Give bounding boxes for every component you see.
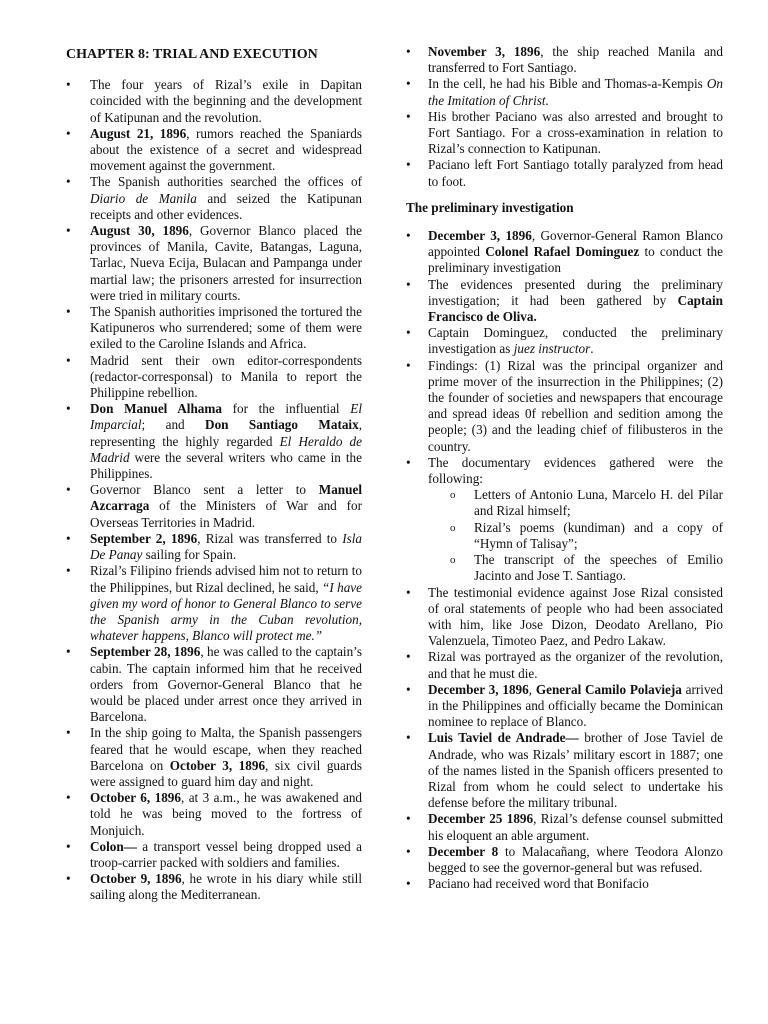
sub-list-item: o Rizal’s poems (kundiman) and a copy of “Hymn of Talisay”; <box>450 520 723 552</box>
left-bullet-list <box>66 77 362 903</box>
list-item <box>66 482 362 531</box>
text-run: Manuel Azcarraga <box>90 482 362 514</box>
list-item <box>406 157 723 189</box>
right-column <box>406 44 723 892</box>
text-run: . <box>590 341 594 357</box>
text-run: , Rizal was transferred to <box>197 530 343 546</box>
left-column <box>66 44 362 904</box>
sub-list-item: o Letters of Antonio Luna, Marcelo H. del Pilar and Rizal himself; <box>450 487 723 519</box>
text-run: , <box>528 681 536 697</box>
text-run: December 25 1896 <box>428 811 534 827</box>
section-heading: The preliminary investigation <box>406 199 574 215</box>
text-run: to Malacañang, where Teodora Alonzo begged to see the governor-general but was refused. <box>428 843 724 875</box>
list-item <box>66 174 362 223</box>
list-item <box>406 649 723 681</box>
text-run: Colon— <box>90 838 137 854</box>
documentary-sub-list <box>428 487 723 584</box>
list-item <box>66 304 362 353</box>
text-run: The evidences presented during the preliminary investigation; it had been gathered by <box>428 276 723 308</box>
list-item <box>406 358 723 455</box>
text-run: Isla De Panay <box>90 530 362 563</box>
text-run: Colonel Rafael Dominguez <box>485 244 640 260</box>
right-bullet-list-top <box>406 44 723 190</box>
list-item <box>406 325 723 357</box>
text-run: The four years of Rizal’s exile in Dapitan coincided with the beginning and the development of Katipunan and the revolution. <box>90 77 362 125</box>
text-run: The Spanish authorities searched the offices of <box>90 174 362 190</box>
text-run: September 28, 1896 <box>90 644 201 660</box>
text-run: Captain Francisco de Oliva. <box>428 292 723 325</box>
testimony-bullet-list <box>406 585 723 893</box>
text-run: August 30, 1896 <box>90 223 189 239</box>
text-run: His brother Paciano was also arrested and brought to Fort Santiago. For a cross-examination in relation to Rizal’s connection to Katipunan. <box>428 108 723 157</box>
list-item <box>406 876 723 892</box>
list-item <box>66 725 362 790</box>
list-item <box>66 77 362 126</box>
text-run: were the several writers who came in the Philippines. <box>90 449 362 482</box>
text-run: arrived in the Philippines and officially became the Dominican nominee to replace of Blanco. <box>428 681 723 730</box>
text-run: Captain Dominguez, conducted the preliminary investigation as <box>428 325 723 357</box>
text-run: , Rizal’s defense counsel submitted his eloquent an able argument. <box>428 811 723 843</box>
list-item <box>406 455 723 585</box>
text-run: In the cell, he had his Bible and Thomas-a-Kempis <box>428 76 707 92</box>
list-item <box>66 531 362 563</box>
text-run: The testimonial evidence against Jose Rizal consisted of oral statements of people who had been associated with him, like Jose Dizon, Deodato Arellano, Pio Valenzuela, Timoteo Paez, and Pedro Lakaw. <box>428 584 723 649</box>
text-run: General Camilo Polavieja <box>535 681 682 697</box>
text-run: to conduct the preliminary investigation <box>428 244 723 276</box>
text-run: September 2, 1896 <box>90 530 198 546</box>
text-run: Rizal’s Filipino friends advised him not to return to the Philippines, but Rizal declined, he said, <box>90 563 362 595</box>
list-item <box>406 682 723 731</box>
documentary-evidence-list <box>406 455 723 585</box>
text-run: , he wrote in his diary while still sailing along the Mediterranean. <box>90 871 362 903</box>
text-run: In the ship going to Malta, the Spanish passengers feared that he would escape, when they reached Barcelona on <box>90 725 362 773</box>
text-run: and seized the Katipunan receipts and other evidences. <box>90 190 362 222</box>
text-run: Governor Blanco sent a letter to <box>90 482 319 498</box>
text-run: Madrid sent their own editor-correspondents (redactor-corresponsal) to Manila to report the Philippine rebellion. <box>90 352 362 401</box>
text-run: December 8 <box>428 843 499 859</box>
list-item <box>406 585 723 650</box>
text-run: El Heraldo de Madrid <box>90 433 362 465</box>
list-item <box>406 228 723 277</box>
text-run: , Governor Blanco placed the provinces of Manila, Cavite, Batangas, Laguna, Tarlac, Nueva Ecija, Bulacan and Pampanga under martial law; the prisoners arrested for insurrection were tried in military courts. <box>90 223 362 303</box>
list-item <box>66 839 362 871</box>
text-run: , six civil guards were assigned to guard him day and night. <box>90 757 362 789</box>
list-item <box>66 126 362 175</box>
text-run: Don Manuel Alhama <box>90 401 222 417</box>
text-run: ; and <box>141 417 206 433</box>
text-run: of the Ministers of War and for Overseas Territories in Madrid. <box>90 498 362 530</box>
text-run: October 3, 1896 <box>169 757 266 773</box>
list-item <box>406 730 723 811</box>
sub-list-item: o The transcript of the speeches of Emilio Jacinto and Jose T. Santiago. <box>450 552 723 584</box>
text-run: August 21, 1896 <box>90 125 187 141</box>
list-item <box>66 644 362 725</box>
list-item <box>66 871 362 903</box>
text-run: brother of Jose Taviel de Andrade, who was Rizals’ military escort in 1887; one of the names listed in the Spanish officers presented to Rizal from whom he could select to undertake his defense before the military tribunal. <box>428 730 723 811</box>
text-run: sailing for Spain. <box>142 547 237 563</box>
list-item <box>406 277 723 326</box>
investigation-bullet-list <box>406 228 723 455</box>
list-item <box>406 811 723 843</box>
text-run: Paciano left Fort Santiago totally paralyzed from head to foot. <box>428 157 723 189</box>
text-run: , rumors reached the Spaniards about the existence of a secret and widespread movement against the government. <box>90 125 362 174</box>
list-item <box>66 790 362 839</box>
text-run: for the influential <box>221 401 351 417</box>
list-item <box>66 401 362 482</box>
text-run: Rizal was portrayed as the organizer of the revolution, and that he must die. <box>428 649 723 681</box>
text-run: The documentary evidences gathered were the following: <box>428 454 723 487</box>
text-run: December 3, 1896 <box>428 681 529 697</box>
list-item-text <box>428 455 723 486</box>
text-run: October 6, 1896 <box>90 790 181 806</box>
text-run: El Imparcial <box>90 401 362 433</box>
list-item <box>66 563 362 644</box>
text-run: The Spanish authorities imprisoned the tortured the Katipuneros who surrendered; some of them were exiled to the Caroline Islands and Africa. <box>90 304 362 352</box>
text-run: juez instructor <box>513 341 591 357</box>
text-run: On the Imitation of Christ. <box>428 76 723 108</box>
list-item <box>406 109 723 158</box>
text-run: October 9, 1896 <box>90 871 182 887</box>
text-run: , he was called to the captain’s cabin. The captain informed him that he received orders from Governor-General Blanco that he would be placed under arrest once they arrived in Barcelona. <box>90 644 362 725</box>
list-item <box>406 844 723 876</box>
text-run: December 3, 1896 <box>428 228 532 244</box>
text-run: Paciano had received word that Bonifacio <box>428 876 649 892</box>
chapter-title: CHAPTER 8: TRIAL AND EXECUTION <box>66 47 318 62</box>
text-run: , the ship reached Manila and transferred to Fort Santiago. <box>428 44 723 76</box>
list-item <box>66 223 362 304</box>
text-run: Diario de Manila <box>90 190 197 206</box>
text-run: Don Santiago Mataix <box>205 417 359 433</box>
text-run: November 3, 1896 <box>428 44 541 59</box>
list-item <box>406 44 723 76</box>
text-run: a transport vessel being dropped used a troop-carrier packed with soldiers and families. <box>90 838 362 870</box>
text-run: Findings: (1) Rizal was the principal organizer and prime mover of the insurrection in the Philippines; (2) the founder of societies and newspapers that encourage and spread ideas 0f rebellion and sedition among the people; (3) and the leading chief of filibusteros in the country. <box>428 357 723 454</box>
text-run: , representing the highly regarded <box>90 417 362 449</box>
text-run: , at 3 a.m., he was awakened and told he was being moved to the fortress of Monjuich. <box>90 790 363 838</box>
text-run: , Governor-General Ramon Blanco appointed <box>428 228 723 260</box>
text-run: Luis Taviel de Andrade— <box>428 730 579 746</box>
list-item <box>406 76 723 108</box>
list-item <box>66 353 362 402</box>
text-run: “I have given my word of honor to General Blanco to serve the Spanish army in the Cuban revolution, whatever happens, Blanco will protect me.” <box>90 579 362 644</box>
